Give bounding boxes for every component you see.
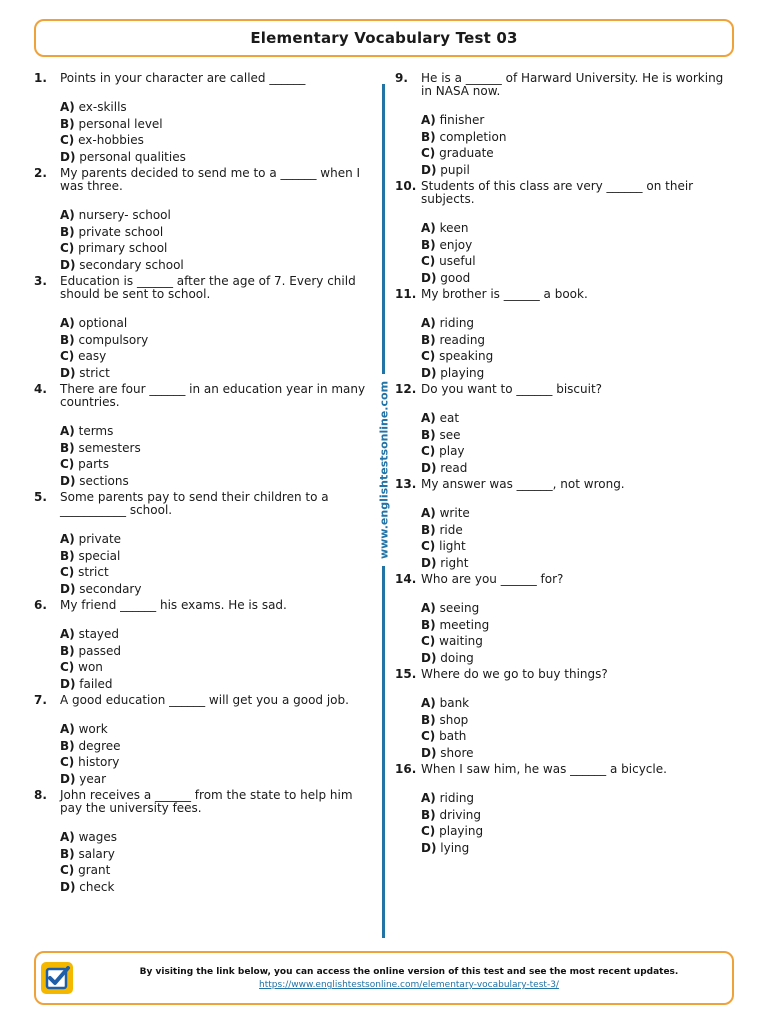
answer-option	[60, 626, 372, 643]
answer-option	[60, 332, 372, 349]
answer-option	[421, 650, 735, 667]
answer-option	[421, 253, 735, 270]
option-text: completion	[439, 129, 507, 144]
question-item	[34, 599, 372, 692]
question-text: My parents decided to send me to a ______ when I was three.	[60, 166, 361, 193]
answer-option	[60, 531, 372, 548]
option-text: doing	[440, 650, 474, 665]
option-letter: D)	[60, 879, 76, 894]
answer-options	[60, 423, 372, 489]
question-item	[34, 383, 372, 489]
option-letter: A)	[60, 627, 75, 641]
option-letter: B)	[60, 643, 75, 658]
question-prompt	[395, 383, 735, 396]
question-item	[395, 383, 735, 476]
question-item	[34, 491, 372, 597]
answer-options	[421, 410, 735, 476]
answer-options	[60, 829, 372, 895]
option-text: personal level	[78, 116, 163, 131]
column-divider-top	[382, 84, 385, 374]
option-text: strict	[78, 565, 109, 579]
question-number: 13.	[395, 477, 417, 491]
option-letter: D)	[60, 257, 76, 272]
option-letter: C)	[60, 241, 75, 255]
option-letter: A)	[421, 601, 436, 615]
option-letter: C)	[60, 755, 75, 769]
answer-options	[421, 695, 735, 761]
question-prompt	[395, 180, 735, 206]
question-text: When I saw him, he was ______ a bicycle.	[421, 762, 667, 776]
option-text: read	[440, 460, 468, 475]
option-letter: B)	[60, 846, 75, 861]
question-text: My answer was ______, not wrong.	[421, 477, 625, 491]
option-text: useful	[439, 254, 476, 268]
question-number: 9.	[395, 71, 408, 85]
answer-option	[421, 129, 735, 146]
option-letter: B)	[421, 129, 436, 144]
answer-option	[421, 410, 735, 427]
option-letter: B)	[60, 332, 75, 347]
answer-option	[421, 270, 735, 287]
question-item	[34, 275, 372, 381]
answer-option	[60, 738, 372, 755]
answer-option	[421, 460, 735, 477]
option-text: history	[78, 755, 120, 769]
option-letter: A)	[421, 696, 436, 710]
answer-option	[421, 728, 735, 745]
option-letter: B)	[60, 116, 75, 131]
question-number: 2.	[34, 166, 47, 180]
question-prompt	[34, 491, 372, 517]
question-item	[34, 167, 372, 273]
question-text: Who are you ______ for?	[421, 572, 564, 586]
option-letter: C)	[421, 539, 436, 553]
option-letter: B)	[421, 712, 436, 727]
option-text: failed	[79, 676, 113, 691]
option-letter: D)	[421, 270, 437, 285]
answer-option	[421, 745, 735, 762]
answer-option	[421, 633, 735, 650]
answer-option	[60, 240, 372, 257]
footer-box	[34, 951, 734, 1005]
option-text: meeting	[439, 617, 490, 632]
answer-option	[60, 116, 372, 133]
question-text: Some parents pay to send their children to a ___________ school.	[60, 490, 329, 517]
option-text: playing	[439, 824, 484, 838]
option-text: shore	[440, 745, 474, 760]
option-letter: B)	[60, 738, 75, 753]
option-letter: A)	[60, 100, 75, 114]
question-prompt	[34, 167, 372, 193]
question-item	[395, 668, 735, 761]
answer-option	[421, 522, 735, 539]
option-letter: D)	[421, 162, 437, 177]
answer-option	[60, 548, 372, 565]
option-letter: C)	[60, 349, 75, 363]
option-letter: C)	[60, 457, 75, 471]
option-letter: C)	[421, 729, 436, 743]
answer-option	[60, 257, 372, 274]
question-prompt	[395, 668, 735, 681]
question-text: Where do we go to buy things?	[421, 667, 608, 681]
question-prompt	[34, 789, 372, 815]
answer-options	[60, 99, 372, 165]
question-number: 5.	[34, 490, 47, 504]
option-letter: D)	[60, 149, 76, 164]
option-letter: C)	[421, 444, 436, 458]
option-text: right	[440, 555, 469, 570]
option-text: sections	[79, 473, 129, 488]
option-text: bank	[439, 696, 470, 710]
option-text: year	[79, 771, 107, 786]
answer-option	[421, 807, 735, 824]
option-letter: D)	[60, 676, 76, 691]
option-text: salary	[78, 846, 115, 861]
title-box	[34, 19, 734, 57]
option-letter: C)	[60, 863, 75, 877]
question-item	[34, 72, 372, 165]
question-item	[395, 478, 735, 571]
question-number: 4.	[34, 382, 47, 396]
option-text: private school	[78, 224, 164, 239]
answer-option	[60, 348, 372, 365]
option-text: check	[79, 879, 115, 894]
answer-option	[421, 695, 735, 712]
answer-option	[60, 829, 372, 846]
option-letter: A)	[421, 411, 436, 425]
question-text: My friend ______ his exams. He is sad.	[60, 598, 287, 612]
question-prompt	[34, 694, 372, 707]
option-text: finisher	[439, 113, 485, 127]
question-item	[34, 694, 372, 787]
option-text: eat	[439, 411, 460, 425]
answer-option	[60, 423, 372, 440]
answer-options	[421, 112, 735, 178]
answer-options	[421, 505, 735, 571]
option-text: enjoy	[439, 237, 473, 252]
option-letter: A)	[421, 316, 436, 330]
option-letter: A)	[60, 830, 75, 844]
option-letter: C)	[421, 634, 436, 648]
answer-options	[60, 315, 372, 381]
question-number: 8.	[34, 788, 47, 802]
option-text: reading	[439, 332, 486, 347]
option-letter: B)	[421, 807, 436, 822]
option-text: ex-skills	[78, 100, 127, 114]
option-letter: C)	[421, 824, 436, 838]
answer-option	[421, 443, 735, 460]
option-text: compulsory	[78, 332, 149, 347]
answer-option	[421, 600, 735, 617]
option-text: speaking	[439, 349, 494, 363]
option-text: play	[439, 444, 465, 458]
right-question-column	[395, 72, 735, 858]
option-text: nursery- school	[78, 208, 171, 222]
answer-option	[60, 659, 372, 676]
option-text: see	[439, 427, 461, 442]
answer-option	[421, 332, 735, 349]
question-number: 15.	[395, 667, 417, 681]
option-letter: D)	[421, 650, 437, 665]
option-text: work	[78, 722, 108, 736]
option-text: riding	[439, 791, 475, 805]
option-text: playing	[440, 365, 485, 380]
option-text: pupil	[440, 162, 470, 177]
option-letter: C)	[60, 133, 75, 147]
option-letter: A)	[60, 722, 75, 736]
left-question-column	[34, 72, 372, 897]
option-letter: A)	[421, 506, 436, 520]
answer-option	[421, 220, 735, 237]
question-item	[34, 789, 372, 895]
answer-options	[421, 220, 735, 286]
question-item	[395, 72, 735, 178]
question-text: There are four ______ in an education year in many countries.	[60, 382, 366, 409]
option-text: good	[440, 270, 471, 285]
answer-option	[421, 823, 735, 840]
answer-option	[60, 676, 372, 693]
question-number: 10.	[395, 179, 417, 193]
answer-option	[421, 555, 735, 572]
option-letter: B)	[421, 427, 436, 442]
option-text: graduate	[439, 146, 494, 160]
question-text: Do you want to ______ biscuit?	[421, 382, 603, 396]
option-letter: A)	[60, 532, 75, 546]
option-text: private	[78, 532, 122, 546]
question-prompt	[395, 763, 735, 776]
option-text: wages	[78, 830, 118, 844]
checkmark-icon	[41, 962, 73, 994]
question-text: Points in your character are called ______	[60, 71, 306, 85]
option-letter: B)	[60, 440, 75, 455]
question-text: My brother is ______ a book.	[421, 287, 588, 301]
option-text: seeing	[439, 601, 480, 615]
option-text: strict	[79, 365, 110, 380]
option-text: terms	[78, 424, 114, 438]
question-item	[395, 763, 735, 856]
question-number: 1.	[34, 71, 47, 85]
option-text: passed	[78, 643, 121, 658]
option-text: won	[78, 660, 103, 674]
question-item	[395, 288, 735, 381]
question-prompt	[395, 478, 735, 491]
answer-options	[421, 790, 735, 856]
answer-option	[421, 505, 735, 522]
question-text: He is a ______ of Harward University. He is working in NASA now.	[421, 71, 724, 98]
question-text: Students of this class are very ______ on their subjects.	[421, 179, 694, 206]
question-number: 16.	[395, 762, 417, 776]
question-prompt	[395, 573, 735, 586]
option-letter: A)	[421, 221, 436, 235]
answer-option	[60, 224, 372, 241]
answer-option	[60, 643, 372, 660]
option-letter: B)	[60, 224, 75, 239]
option-letter: D)	[60, 365, 76, 380]
option-letter: D)	[421, 365, 437, 380]
option-letter: B)	[421, 332, 436, 347]
option-text: bath	[439, 729, 467, 743]
answer-option	[421, 712, 735, 729]
option-letter: A)	[421, 113, 436, 127]
question-number: 6.	[34, 598, 47, 612]
answer-option	[60, 771, 372, 788]
answer-options	[60, 207, 372, 273]
option-letter: A)	[421, 791, 436, 805]
option-letter: D)	[60, 581, 76, 596]
option-letter: D)	[421, 555, 437, 570]
option-text: semesters	[78, 440, 141, 455]
option-letter: C)	[421, 349, 436, 363]
question-text: Education is ______ after the age of 7. Every child should be sent to school.	[60, 274, 356, 301]
option-text: secondary	[79, 581, 142, 596]
option-text: optional	[78, 316, 128, 330]
question-number: 11.	[395, 287, 417, 301]
question-number: 14.	[395, 572, 417, 586]
option-text: ex-hobbies	[78, 133, 144, 147]
option-letter: B)	[421, 237, 436, 252]
option-text: degree	[78, 738, 121, 753]
option-letter: D)	[421, 460, 437, 475]
answer-options	[60, 721, 372, 787]
option-text: driving	[439, 807, 482, 822]
option-letter: C)	[60, 660, 75, 674]
question-prompt	[34, 383, 372, 409]
answer-option	[421, 840, 735, 857]
question-number: 3.	[34, 274, 47, 288]
question-item	[395, 180, 735, 286]
question-prompt	[395, 72, 735, 98]
option-text: personal qualities	[79, 149, 186, 164]
option-text: shop	[439, 712, 469, 727]
option-letter: D)	[60, 473, 76, 488]
question-text: John receives a ______ from the state to help him pay the university fees.	[60, 788, 353, 815]
answer-option	[60, 440, 372, 457]
answer-option	[60, 721, 372, 738]
option-text: parts	[78, 457, 109, 471]
option-text: riding	[439, 316, 475, 330]
option-letter: D)	[421, 840, 437, 855]
answer-option	[60, 149, 372, 166]
option-letter: B)	[421, 617, 436, 632]
option-letter: A)	[60, 316, 75, 330]
option-letter: A)	[60, 424, 75, 438]
question-number: 7.	[34, 693, 47, 707]
option-text: lying	[440, 840, 470, 855]
answer-options	[421, 315, 735, 381]
page-title: Elementary Vocabulary Test 03	[250, 29, 518, 47]
answer-option	[60, 879, 372, 896]
option-letter: B)	[421, 522, 436, 537]
option-text: ride	[439, 522, 463, 537]
question-prompt	[34, 275, 372, 301]
answer-option	[60, 456, 372, 473]
answer-option	[421, 315, 735, 332]
answer-option	[421, 112, 735, 129]
vertical-site-url: www.englishtestsonline.com	[377, 380, 391, 560]
option-text: write	[439, 506, 470, 520]
option-text: waiting	[439, 634, 483, 648]
answer-option	[421, 617, 735, 634]
answer-option	[60, 99, 372, 116]
answer-option	[421, 790, 735, 807]
option-letter: D)	[421, 745, 437, 760]
answer-option	[60, 846, 372, 863]
answer-option	[421, 145, 735, 162]
answer-options	[60, 531, 372, 597]
option-letter: C)	[421, 254, 436, 268]
option-text: secondary school	[79, 257, 184, 272]
answer-option	[60, 862, 372, 879]
option-text: keen	[439, 221, 469, 235]
option-text: grant	[78, 863, 111, 877]
column-divider-bottom	[382, 566, 385, 938]
option-letter: A)	[60, 208, 75, 222]
option-letter: C)	[421, 146, 436, 160]
question-number: 12.	[395, 382, 417, 396]
answer-option	[60, 473, 372, 490]
answer-option	[421, 162, 735, 179]
footer-link[interactable]: https://www.englishtestsonline.com/elementary-vocabulary-test-3/	[259, 980, 559, 990]
option-letter: B)	[60, 548, 75, 563]
question-prompt	[34, 72, 372, 85]
answer-option	[60, 132, 372, 149]
question-text: A good education ______ will get you a good job.	[60, 693, 349, 707]
answer-options	[60, 626, 372, 692]
answer-option	[421, 365, 735, 382]
answer-option	[421, 427, 735, 444]
option-letter: D)	[60, 771, 76, 786]
option-text: light	[439, 539, 466, 553]
option-text: stayed	[78, 627, 120, 641]
answer-option	[60, 564, 372, 581]
option-text: easy	[78, 349, 107, 363]
question-item	[395, 573, 735, 666]
footer-text: By visiting the link below, you can access the online version of this test and see the most recent updates.	[139, 967, 679, 977]
answer-option	[421, 348, 735, 365]
answer-option	[60, 754, 372, 771]
option-text: primary school	[78, 241, 168, 255]
answer-option	[60, 365, 372, 382]
question-prompt	[395, 288, 735, 301]
answer-option	[60, 207, 372, 224]
answer-option	[421, 538, 735, 555]
answer-option	[421, 237, 735, 254]
option-letter: C)	[60, 565, 75, 579]
option-text: special	[78, 548, 121, 563]
answer-options	[421, 600, 735, 666]
question-prompt	[34, 599, 372, 612]
answer-option	[60, 315, 372, 332]
answer-option	[60, 581, 372, 598]
